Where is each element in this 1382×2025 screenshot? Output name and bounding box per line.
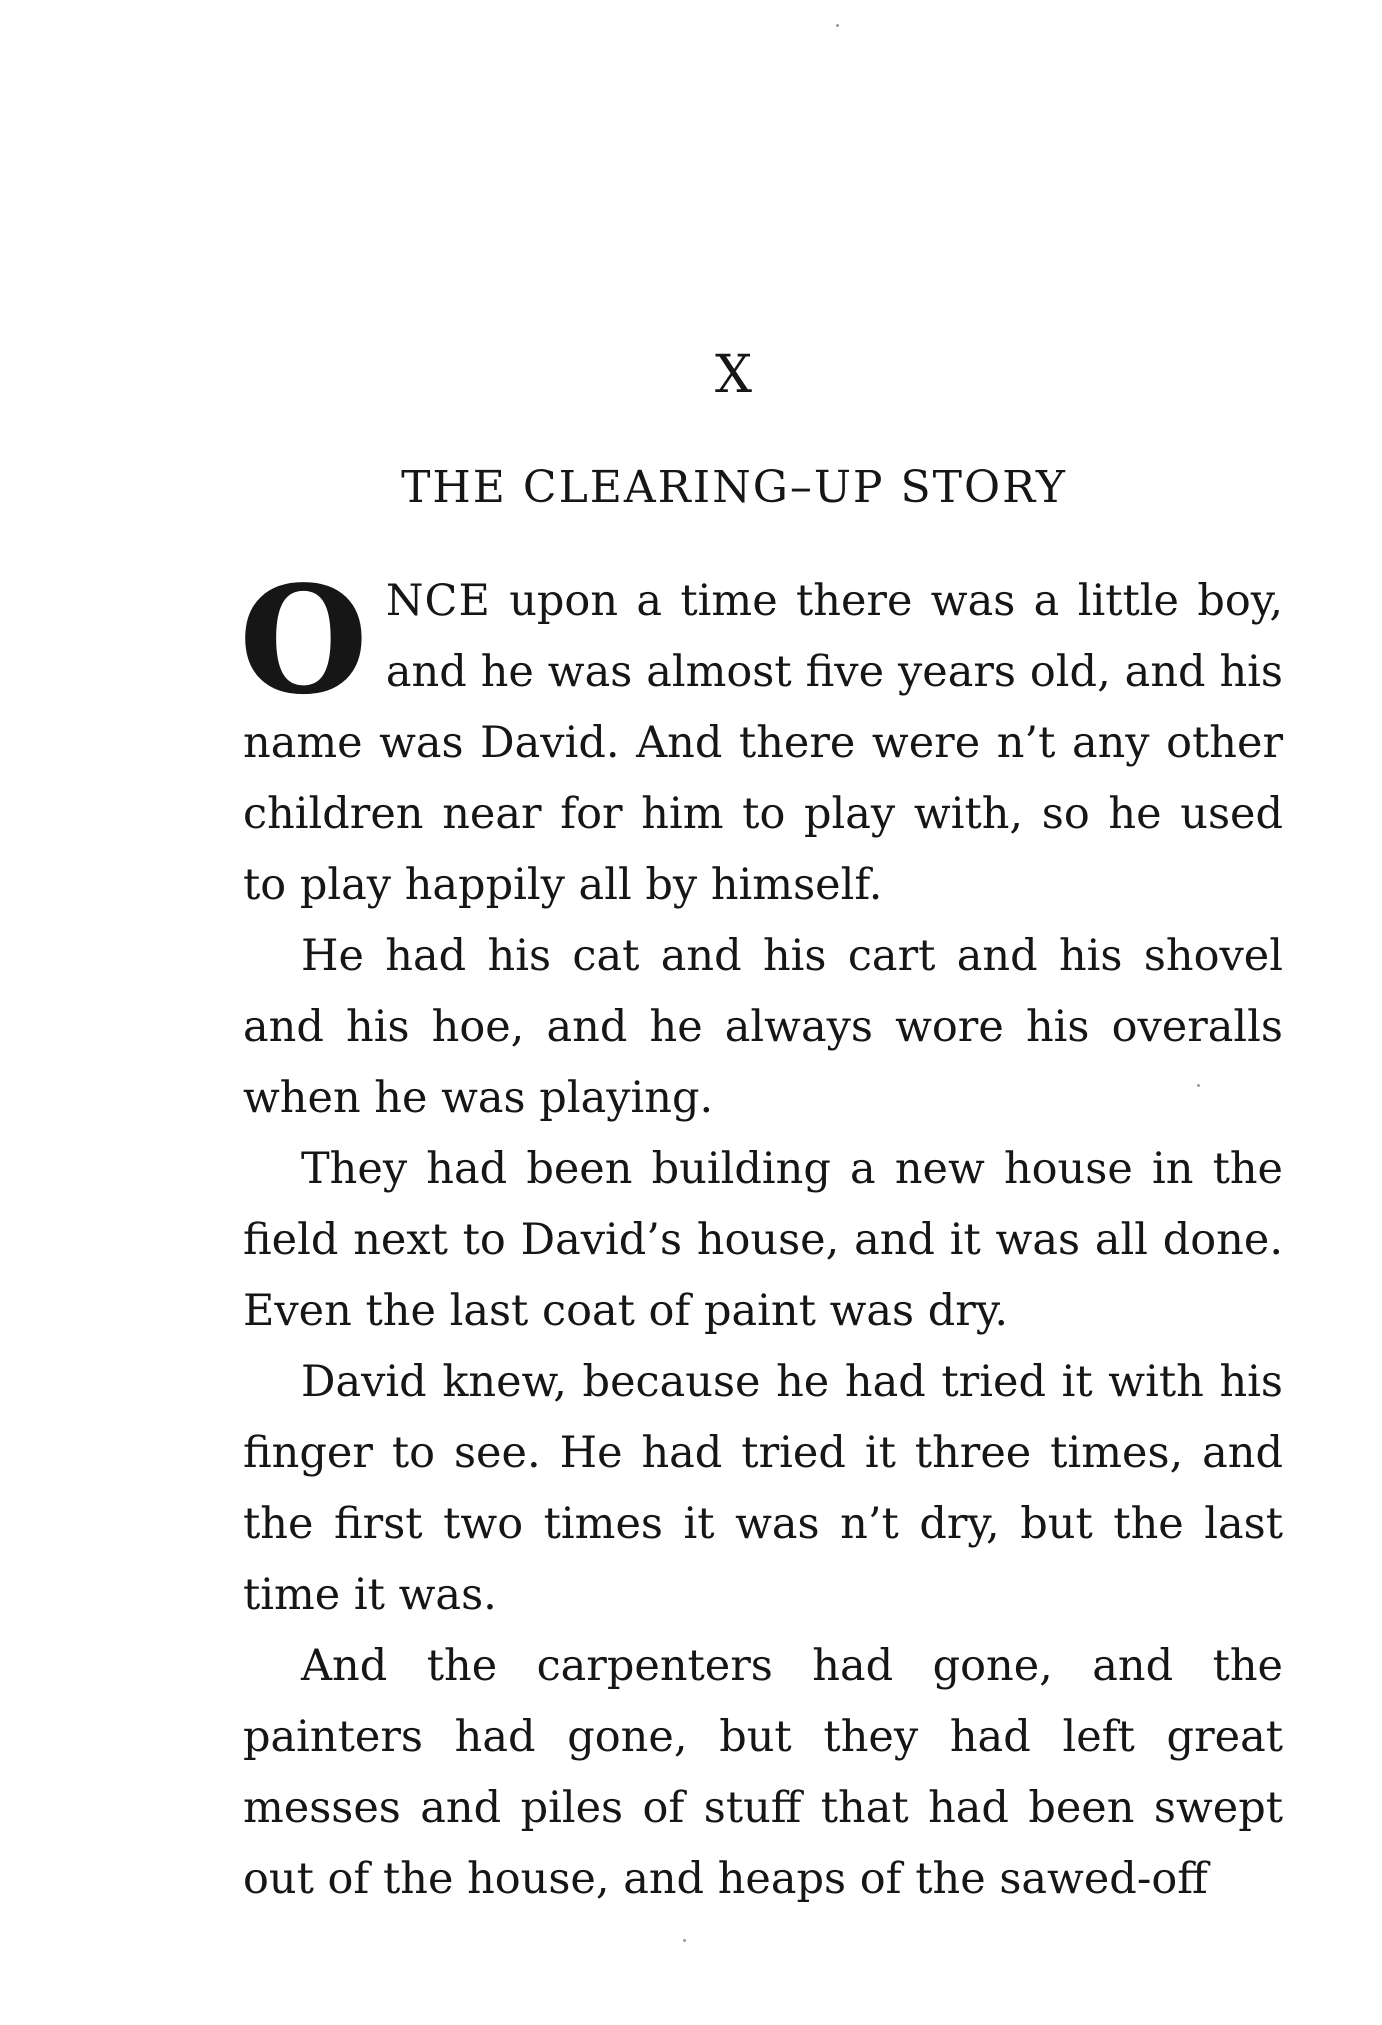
lead-caps: NCE (385, 576, 491, 626)
paragraph-2: He had his cat and his cart and his shovel and his hoe, and he always wore his overalls when he was playing. (243, 931, 1283, 1123)
chapter-number: X (714, 345, 754, 405)
drop-cap: O (239, 553, 368, 727)
chapter-title: THE CLEARING–UP STORY (401, 462, 1067, 513)
paper-speck (683, 1939, 686, 1942)
story-body (239, 553, 1283, 1915)
paragraph-3: They had been building a new house in the field next to David’s house, and it was all done. Even the last coat of paint was dry. (243, 1144, 1283, 1336)
paragraph-1-text: upon a time there was a little boy, and he was almost five years old, and his name was David. And there were n’t any other children near for him to play with, so he used to play happily all by himself. (243, 576, 1283, 910)
paper-speck (836, 24, 839, 27)
paper-speck (1197, 1084, 1200, 1087)
paragraph-5: And the carpenters had gone, and the painters had gone, but they had left great messes and piles of stuff that had been swept out of the house, and heaps of the sawed-off (243, 1641, 1283, 1904)
paragraph-4: David knew, because he had tried it with his finger to see. He had tried it three times, and the first two times it was n’t dry, but the last time it was. (243, 1357, 1283, 1620)
paragraph-1 (239, 553, 1283, 921)
